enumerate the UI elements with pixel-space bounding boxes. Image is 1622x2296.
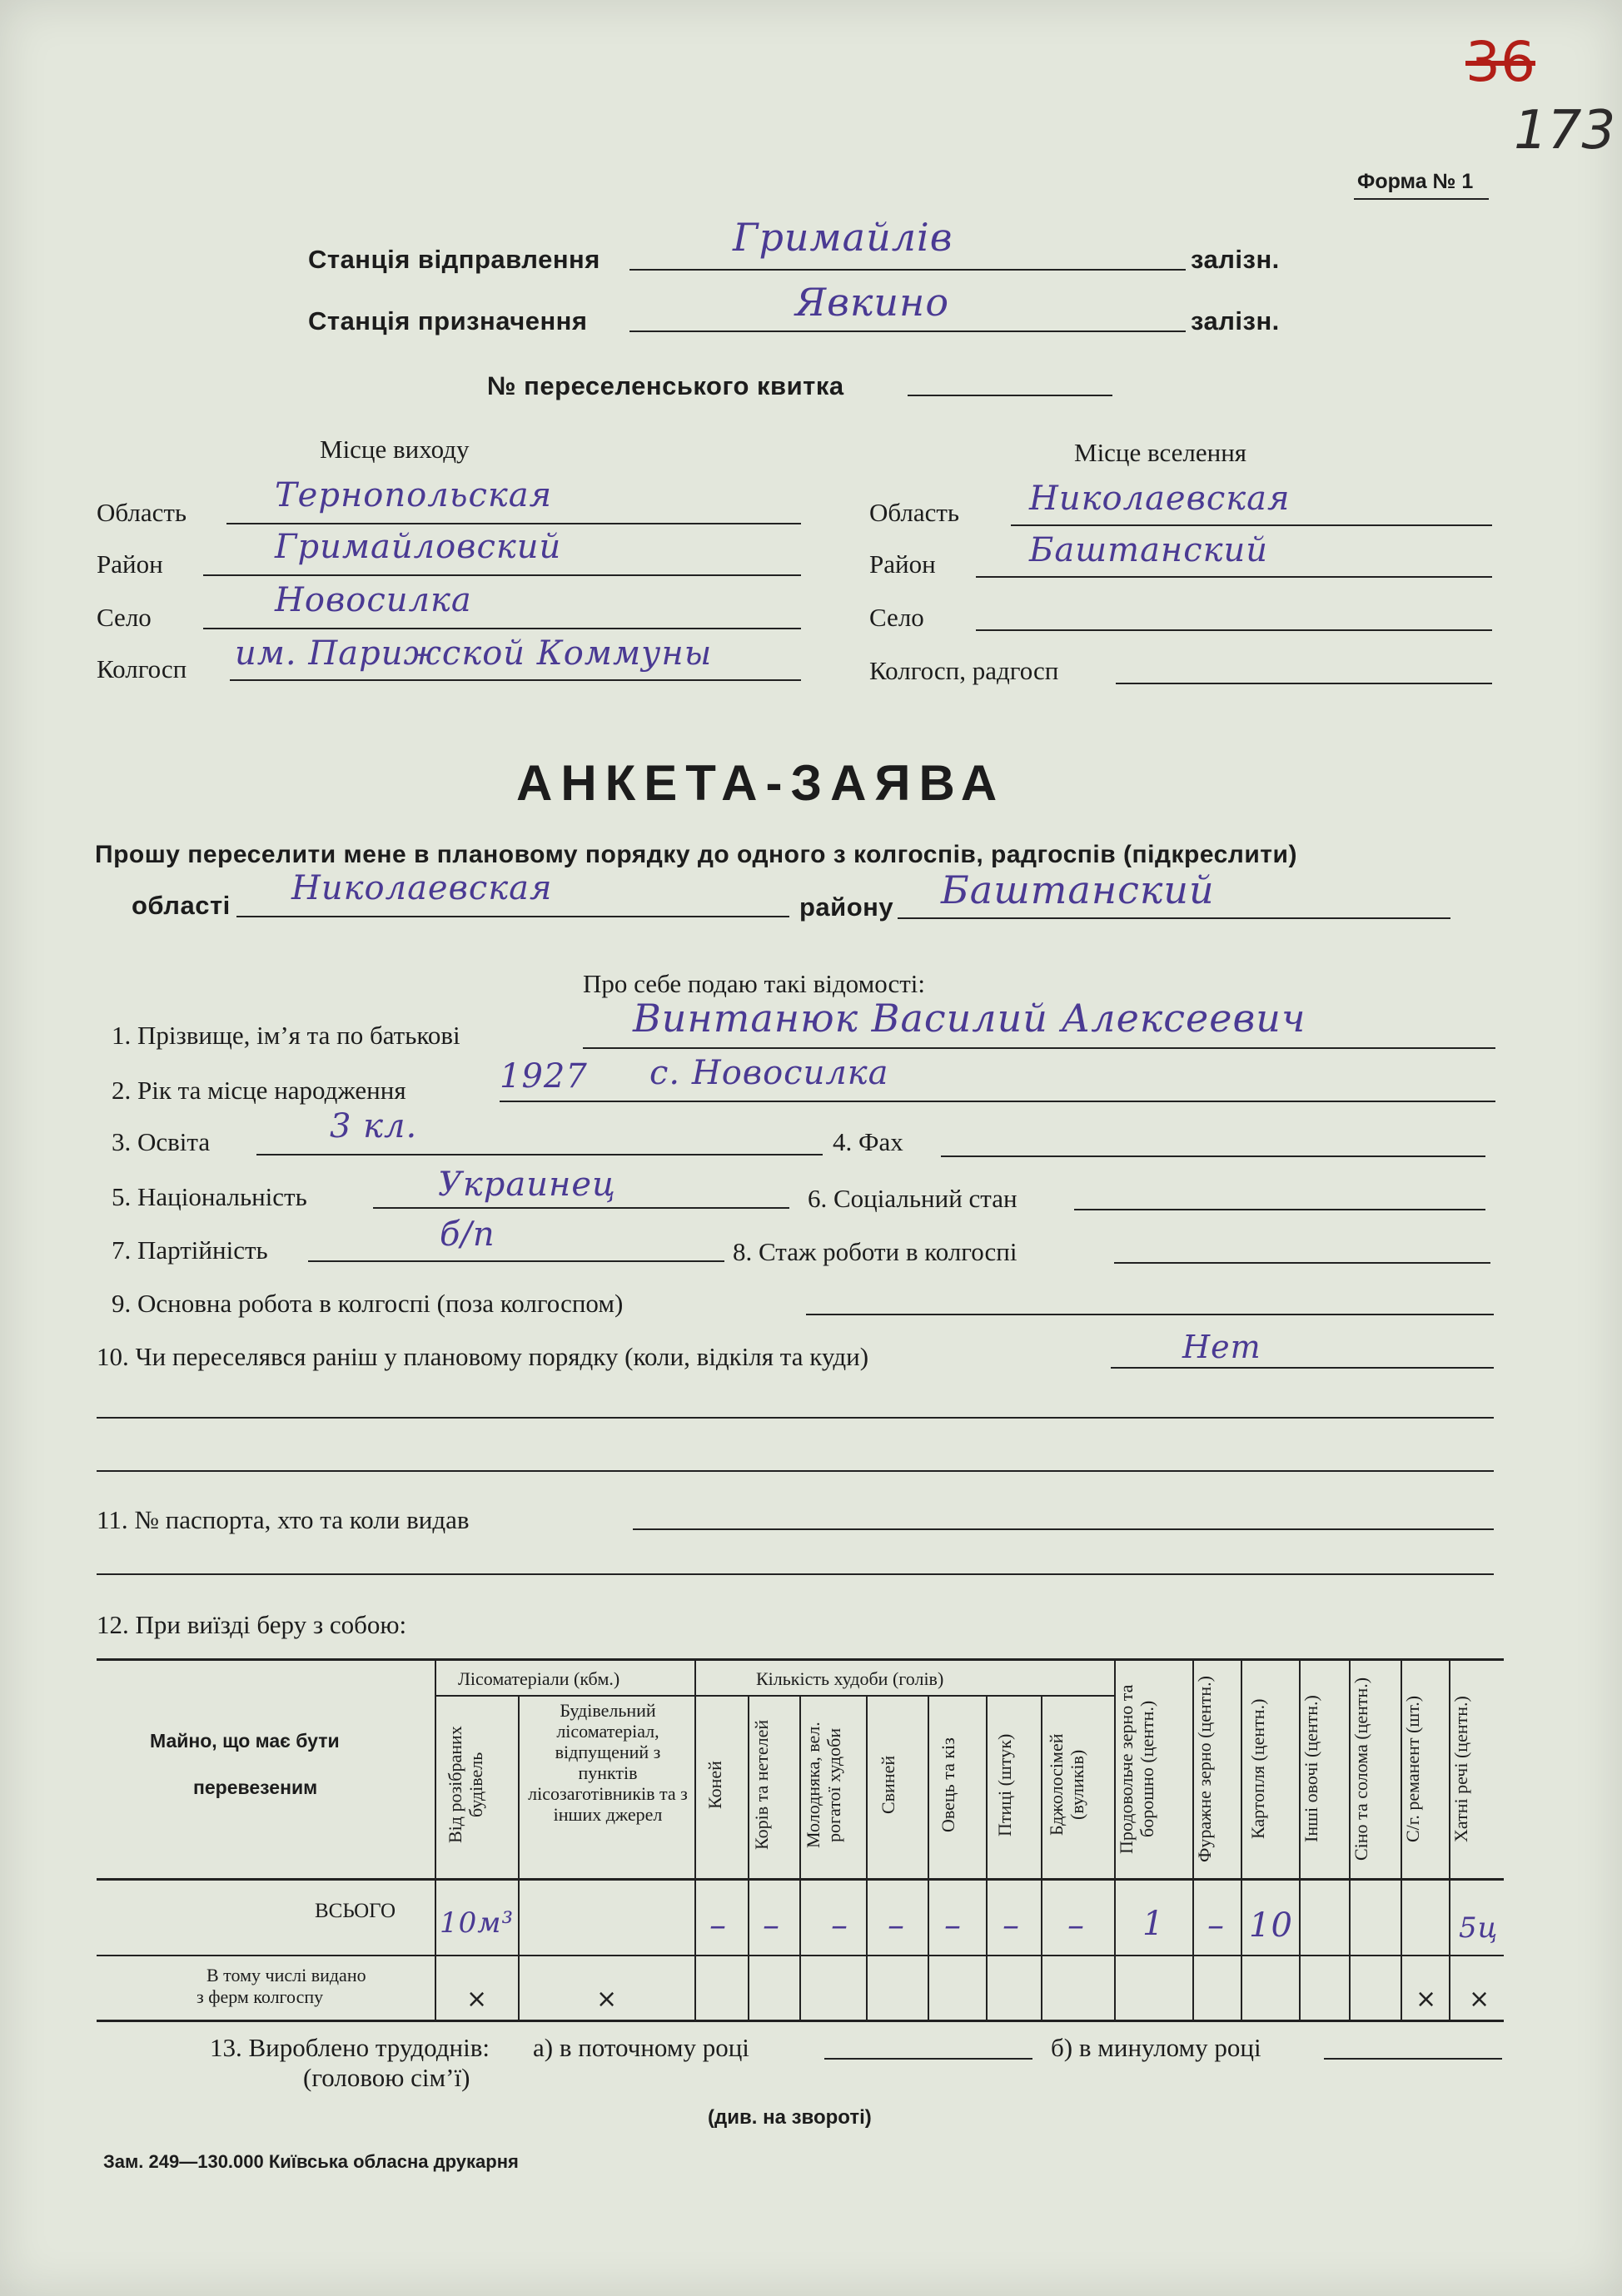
farm-dismantled-cross: ×	[466, 1985, 488, 2014]
q8-line	[1114, 1262, 1490, 1264]
request-raion-value: Баштанский	[941, 867, 1215, 912]
q5-value: Украинец	[438, 1165, 616, 1204]
q8-label: 8. Стаж роботи в колгоспі	[733, 1237, 1017, 1266]
origin-raion-line	[203, 574, 801, 576]
request-raion-line	[898, 917, 1450, 919]
col-tools-header: С/г. реманент (шт.)	[1402, 1695, 1423, 1843]
col-fodder-header: Фуражне зерно (центн.)	[1194, 1676, 1215, 1862]
destination-station-line	[629, 330, 1186, 332]
q3-line	[256, 1154, 823, 1155]
request-raion-label: району	[799, 892, 894, 922]
destination-selo-label: Село	[869, 603, 924, 632]
see-back-note: (див. на звороті)	[708, 2106, 872, 2129]
col-young-cattle-header: Молодняка, вел. рогатої худоби	[803, 1722, 844, 1848]
q4-line	[941, 1155, 1485, 1157]
destination-kolhosp-label: Колгосп, радгосп	[869, 656, 1059, 685]
departure-station-value: Гримайлів	[733, 215, 953, 260]
total-pigs-value: –	[888, 1906, 905, 1945]
request-oblast-label: області	[132, 891, 231, 920]
col-bees-header: Бджолосімей (вуликів)	[1046, 1733, 1087, 1836]
q11-line	[633, 1528, 1494, 1530]
archive-page-number: 173	[1514, 100, 1616, 162]
q1-value: Винтанюк Василий Алексеевич	[633, 996, 1306, 1041]
destination-station-value: Явкино	[795, 280, 950, 325]
col-divider	[748, 1695, 749, 2020]
request-oblast-value: Николаевская	[291, 869, 553, 907]
total-grain-value: 1	[1142, 1905, 1165, 1943]
request-text: Прошу переселити мене в плановому порядку до одного з колгоспів, радгоспів (підкреслити)	[95, 841, 1297, 868]
livestock-group-header: Кількість худоби (голів)	[756, 1668, 944, 1689]
form-number: Форма № 1	[1357, 170, 1474, 193]
destination-kolhosp-line	[1116, 683, 1492, 684]
q10-label: 10. Чи переселявся раніш у плановому порядку (коли, відкіля та куди)	[97, 1342, 869, 1371]
workdays-current-line	[824, 2058, 1032, 2060]
col-divider	[694, 1660, 696, 2020]
origin-selo-value: Новосилка	[275, 581, 472, 619]
q3-label: 3. Освіта	[112, 1127, 211, 1156]
destination-heading: Місце вселення	[1074, 438, 1247, 467]
ticket-label: № переселенського квитка	[487, 371, 844, 400]
col-divider	[1241, 1660, 1242, 2020]
q10-value: Нет	[1182, 1329, 1261, 1365]
origin-kolhosp-line	[230, 679, 801, 681]
destination-raion-label: Район	[869, 549, 936, 579]
departure-station-line	[629, 269, 1186, 271]
workdays-current-label: а) в поточному році	[533, 2033, 749, 2062]
total-cows-value: –	[763, 1906, 780, 1945]
col-building-header: Будівельний лісоматеріал, відпущений з пунктів лісозаготівників та з інших джерел	[528, 1700, 688, 1825]
origin-kolhosp-label: Колгосп	[97, 654, 187, 683]
col-divider	[928, 1695, 929, 2020]
q12-label: 12. При виїзді беру з собою:	[97, 1610, 407, 1639]
destination-selo-line	[976, 629, 1492, 631]
col-poultry-header: Птиці (штук)	[994, 1733, 1015, 1836]
total-sheep-value: –	[944, 1906, 962, 1945]
workdays-previous-line	[1324, 2058, 1502, 2060]
col-divider	[518, 1695, 520, 2020]
col-divider	[866, 1695, 868, 2020]
ticket-line	[908, 395, 1112, 396]
q5-line	[373, 1207, 789, 1209]
destination-raion-value: Баштанский	[1029, 531, 1269, 569]
q11-label: 11. № паспорта, хто та коли видав	[97, 1505, 470, 1534]
q10-continuation-line-1	[97, 1417, 1494, 1419]
timber-group-underline	[436, 1695, 694, 1697]
livestock-group-underline	[694, 1695, 1114, 1697]
col-pigs-header: Свиней	[878, 1755, 898, 1815]
origin-raion-value: Гримайловский	[275, 528, 562, 566]
q2-label: 2. Рік та місце народження	[112, 1076, 406, 1105]
destination-raion-line	[976, 576, 1492, 578]
q9-label: 9. Основна робота в колгоспі (поза колгоспом)	[112, 1289, 624, 1318]
col-household-header: Хатні речі (центн.)	[1450, 1696, 1471, 1842]
origin-oblast-value: Тернопольская	[275, 476, 553, 514]
total-bees-value: –	[1067, 1906, 1085, 1945]
total-horses-value: –	[709, 1906, 727, 1945]
departure-station-label: Станція відправлення	[308, 245, 600, 274]
col-divider	[799, 1695, 801, 2020]
q3-value: 3 кл.	[330, 1107, 418, 1146]
property-header-line1: Майно, що має бути	[150, 1730, 340, 1752]
origin-raion-label: Район	[97, 549, 163, 579]
q2-line	[500, 1101, 1495, 1102]
total-fodder-value: –	[1207, 1906, 1225, 1945]
total-household-value: 5ц	[1459, 1911, 1499, 1945]
farm-building-cross: ×	[596, 1985, 618, 2014]
col-horses-header: Коней	[704, 1761, 725, 1809]
departure-railway-suffix: залізн.	[1191, 245, 1280, 274]
q1-line	[583, 1047, 1495, 1049]
q5-label: 5. Національність	[112, 1182, 307, 1211]
q7-line	[308, 1260, 724, 1262]
col-divider	[986, 1695, 988, 2020]
property-header-line2: перевезеним	[193, 1777, 318, 1798]
farm-tools-cross: ×	[1416, 1985, 1437, 2014]
col-grain-header: Продовольче зерно та борошно (центн.)	[1116, 1684, 1157, 1854]
origin-selo-label: Село	[97, 603, 152, 632]
total-dismantled-value: 10м³	[440, 1906, 515, 1940]
q11-continuation-line	[97, 1573, 1494, 1575]
q2-place: с. Новосилка	[649, 1054, 889, 1092]
col-potatoes-header: Картопля (центн.)	[1247, 1698, 1268, 1840]
old-page-number: 36	[1465, 30, 1535, 94]
row-total-label: ВСЬОГО	[315, 1900, 396, 1922]
origin-oblast-label: Область	[97, 498, 187, 527]
total-potatoes-value: 10	[1249, 1906, 1293, 1945]
origin-kolhosp-value: им. Парижской Коммуны	[235, 634, 713, 673]
origin-selo-line	[203, 628, 801, 629]
workdays-sublabel: (головою сім’ї)	[303, 2063, 470, 2092]
col-cows-header: Корів та нетелей	[751, 1719, 772, 1851]
destination-railway-suffix: залізн.	[1191, 306, 1280, 335]
farm-household-cross: ×	[1469, 1985, 1490, 2014]
total-poultry-value: –	[1003, 1906, 1020, 1945]
origin-heading: Місце виходу	[320, 435, 470, 464]
destination-oblast-label: Область	[869, 498, 960, 527]
q2-year: 1927	[500, 1057, 588, 1096]
workdays-previous-label: б) в минулому році	[1051, 2033, 1261, 2062]
col-divider	[435, 1660, 436, 2020]
q1-label: 1. Прізвище, ім’я та по батькові	[112, 1021, 460, 1050]
q9-line	[806, 1314, 1494, 1315]
origin-oblast-line	[226, 523, 801, 524]
timber-group-header: Лісоматеріали (кбм.)	[458, 1668, 620, 1689]
q6-line	[1074, 1209, 1485, 1210]
destination-station-label: Станція призначення	[308, 306, 588, 335]
q4-label: 4. Фах	[833, 1127, 903, 1156]
col-hay-header: Сіно та солома (центн.)	[1351, 1677, 1371, 1861]
col-vegetables-header: Інші овочі (центн.)	[1301, 1695, 1321, 1843]
total-young-cattle-value: –	[831, 1906, 848, 1945]
destination-oblast-line	[1011, 524, 1492, 526]
q6-label: 6. Соціальний стан	[808, 1184, 1017, 1213]
destination-oblast-value: Николаевская	[1029, 480, 1291, 518]
request-oblast-line	[236, 916, 789, 917]
table-bottom-border	[97, 2020, 1504, 2022]
col-sheep-header: Овець та кіз	[938, 1737, 958, 1832]
q7-label: 7. Партійність	[112, 1235, 268, 1265]
q10-line	[1111, 1367, 1494, 1369]
row-farm-label-line2: з ферм колгоспу	[197, 1986, 324, 2007]
form-number-underline	[1354, 198, 1489, 200]
printer-imprint: Зам. 249—130.000 Київська обласна друкарня	[103, 2151, 519, 2172]
form-title: АНКЕТА-ЗАЯВА	[516, 755, 1006, 811]
col-dismantled-header: Від розібраних будівель	[445, 1726, 486, 1844]
table-top-border	[97, 1658, 1504, 1661]
q7-value: б/п	[440, 1215, 495, 1254]
workdays-label: 13. Вироблено трудоднів:	[210, 2033, 490, 2062]
col-divider	[1041, 1695, 1042, 2020]
row-farm-label-line1: В тому числі видано	[206, 1965, 366, 1985]
q10-continuation-line-2	[97, 1470, 1494, 1472]
about-heading: Про себе подаю такі відомості:	[583, 969, 926, 998]
